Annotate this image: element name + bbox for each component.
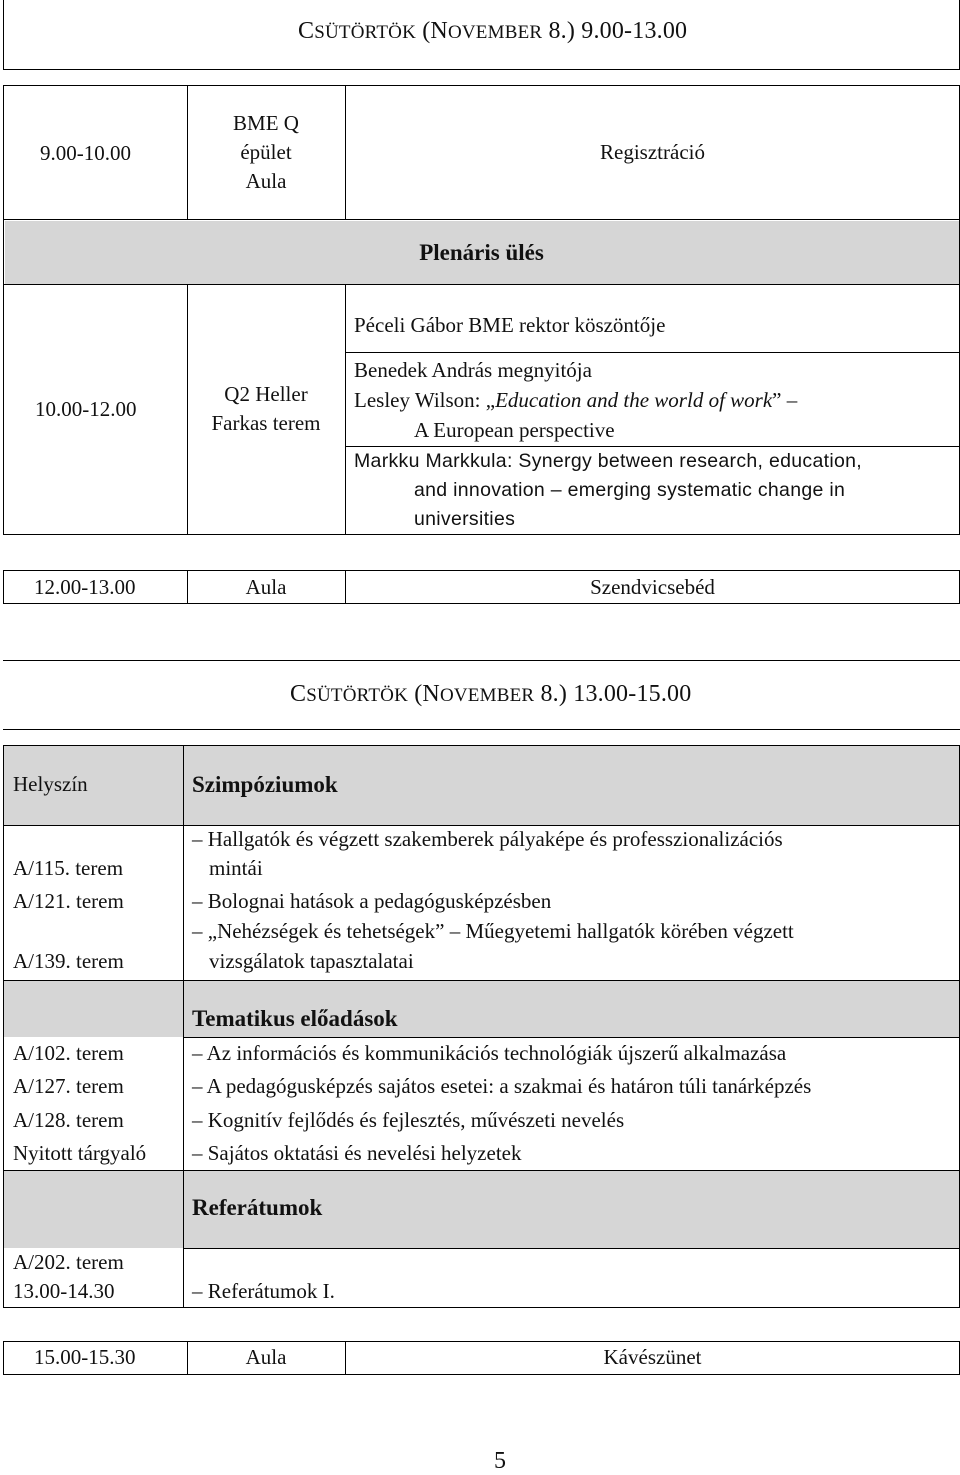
lunch-event: Szendvicsebéd bbox=[590, 575, 715, 599]
symposium-room: A/139. terem bbox=[13, 949, 124, 973]
wilson-prefix: Lesley Wilson: „ bbox=[354, 388, 496, 412]
referat-time: 13.00-14.30 bbox=[13, 1279, 115, 1303]
row1-place-line: Aula bbox=[245, 169, 287, 193]
thematic-room: A/127. terem bbox=[13, 1074, 124, 1098]
wilson-item-line2: A European perspective bbox=[414, 418, 615, 442]
referat-title: – Referátumok I. bbox=[192, 1279, 335, 1303]
welcome-item: Péceli Gábor BME rektor köszöntője bbox=[354, 313, 666, 337]
section2-bottom-rule bbox=[3, 729, 960, 730]
symposium-room: A/115. terem bbox=[13, 856, 124, 880]
markkula-line: Markku Markkula: Synergy between research, education, bbox=[354, 450, 862, 472]
symposium-title-line: – Hallgatók és végzett szakemberek pályaképe és professzionalizációs bbox=[192, 827, 783, 851]
thematic-title: – Az információs és kommunikációs technológiák újszerű alkalmazása bbox=[192, 1041, 787, 1065]
referat-room: A/202. terem bbox=[13, 1250, 124, 1274]
wilson-suffix: ” – bbox=[772, 388, 798, 412]
thematic-header: Tematikus előadások bbox=[192, 1006, 398, 1031]
symposium-title-line: mintái bbox=[209, 856, 263, 880]
col-divider bbox=[187, 284, 188, 535]
symposium-title-line: – Bolognai hatások a pedagógusképzésben bbox=[192, 889, 552, 913]
symposia-column-header: Szimpóziumok bbox=[192, 772, 338, 797]
thematic-room: A/102. terem bbox=[13, 1041, 124, 1065]
coffee-place: Aula bbox=[245, 1345, 287, 1369]
row-divider bbox=[3, 980, 960, 981]
row1-event: Regisztráció bbox=[600, 140, 705, 164]
symposium-title-line: vizsgálatok tapasztalatai bbox=[209, 949, 414, 973]
opening-item: Benedek András megnyitója bbox=[354, 358, 592, 382]
row-divider bbox=[3, 825, 960, 826]
thematic-title: – Kognitív fejlődés és fejlesztés, művészeti nevelés bbox=[192, 1108, 625, 1132]
lunch-time: 12.00-13.00 bbox=[34, 575, 136, 599]
location-column-header: Helyszín bbox=[13, 772, 88, 796]
row-divider bbox=[183, 1248, 960, 1249]
row2-place-line: Q2 Heller bbox=[224, 382, 308, 406]
col-divider bbox=[183, 745, 184, 1308]
row1-place-line: BME Q bbox=[233, 111, 299, 135]
plenary-title: Plenáris ülés bbox=[419, 240, 544, 265]
markkula-line: universities bbox=[414, 508, 516, 530]
section1-title: CSÜTÖRTÖK (NOVEMBER 8.) 9.00-13.00 bbox=[298, 18, 688, 44]
row2-time: 10.00-12.00 bbox=[35, 397, 137, 421]
row1-place-line: épület bbox=[240, 140, 292, 164]
row-divider bbox=[3, 284, 960, 285]
wilson-item bbox=[354, 388, 797, 413]
symposium-title-line: – „Nehézségek és tehetségek” – Műegyetemi hallgatók körében végzett bbox=[192, 919, 794, 943]
section2-top-rule bbox=[3, 660, 960, 661]
row1-time: 9.00-10.00 bbox=[40, 141, 131, 165]
symposium-room: A/121. terem bbox=[13, 889, 124, 913]
cell-divider bbox=[345, 352, 960, 353]
section2-title: CSÜTÖRTÖK (NOVEMBER 8.) 13.00-15.00 bbox=[290, 681, 692, 707]
cell-divider bbox=[345, 446, 960, 447]
row2-place-line: Farkas terem bbox=[211, 411, 321, 435]
referat-header: Referátumok bbox=[192, 1195, 323, 1220]
row-divider bbox=[3, 1170, 960, 1171]
coffee-event: Kávészünet bbox=[603, 1345, 702, 1369]
row-divider bbox=[183, 1037, 960, 1038]
col-divider bbox=[345, 284, 346, 535]
thematic-room: A/128. terem bbox=[13, 1108, 124, 1132]
markkula-line: and innovation – emerging systematic change in bbox=[414, 479, 846, 501]
thematic-room: Nyitott tárgyaló bbox=[13, 1141, 147, 1165]
thematic-title: – A pedagógusképzés sajátos esetei: a szakmai és határon túli tanárképzés bbox=[192, 1074, 812, 1098]
coffee-time: 15.00-15.30 bbox=[34, 1345, 136, 1369]
wilson-title: Education and the world of work bbox=[495, 388, 773, 412]
page-number: 5 bbox=[494, 1448, 506, 1474]
lunch-place: Aula bbox=[245, 575, 287, 599]
thematic-title: – Sajátos oktatási és nevelési helyzetek bbox=[192, 1141, 522, 1165]
